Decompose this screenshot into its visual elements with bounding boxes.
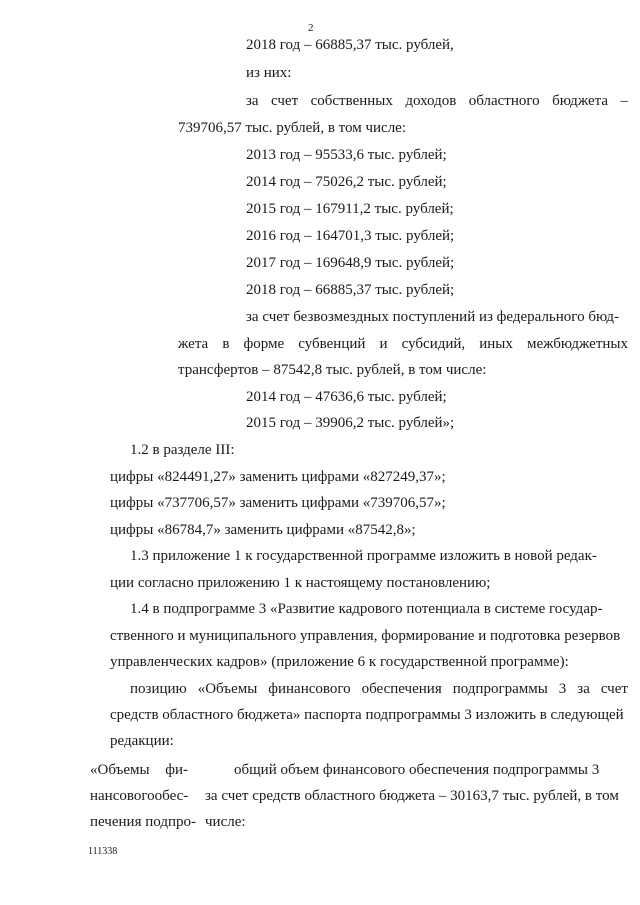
text-line: 2017 год – 169648,9 тыс. рублей; [246, 255, 455, 271]
word: обес- [154, 788, 189, 804]
word: счет [271, 93, 299, 109]
text-line-justified [178, 335, 628, 353]
text-line-justified [130, 680, 628, 698]
footer-code: 111338 [88, 846, 118, 857]
word: – [620, 93, 628, 109]
text-line: 1.3 приложение 1 к государственной программе изложить в новой редак- [130, 548, 597, 564]
word: позицию [130, 681, 187, 697]
text-line: цифры «824491,27» заменить цифрами «827249,37»; [110, 469, 446, 485]
word: 3 [558, 681, 567, 697]
text-line: управленческих кадров» (приложение 6 к государственной программе): [110, 654, 569, 670]
text-line: 2018 год – 66885,37 тыс. рублей, [246, 37, 454, 53]
word: за [246, 93, 259, 109]
word: «Объемы [90, 762, 150, 778]
text-line: трансфертов – 87542,8 тыс. рублей, в том числе: [178, 362, 487, 378]
table-right-cell-line: числе: [205, 814, 246, 830]
text-line: цифры «86784,7» заменить цифрами «87542,8»; [110, 522, 416, 538]
table-left-cell-line [90, 761, 188, 779]
table-right-cell-line: общий объем финансового обеспечения подпрограммы 3 [234, 762, 600, 778]
text-line: редакции: [110, 733, 174, 749]
section-heading: 1.2 в разделе III: [130, 442, 235, 458]
text-line: 2015 год – 39906,2 тыс. рублей»; [246, 415, 455, 431]
word: иных [479, 336, 513, 352]
text-line-justified [246, 92, 628, 110]
text-line: 2018 год – 66885,37 тыс. рублей; [246, 282, 455, 298]
word: межбюджетных [526, 336, 628, 352]
word: подпрограммы [452, 681, 548, 697]
text-line: 2014 год – 75026,2 тыс. рублей; [246, 174, 447, 190]
text-line: 2014 год – 47636,6 тыс. рублей; [246, 389, 447, 405]
word: обеспечения [361, 681, 442, 697]
text-line: средств областного бюджета» паспорта подпрограммы 3 изложить в следующей [110, 707, 624, 723]
word: «Объемы [197, 681, 258, 697]
text-line: 739706,57 тыс. рублей, в том числе: [178, 120, 407, 136]
text-line: ственного и муниципального управления, формирование и подготовка резервов [110, 628, 621, 644]
page-number: 2 [308, 22, 314, 34]
word: субвенций [298, 336, 366, 352]
text-line: 2015 год – 167911,2 тыс. рублей; [246, 201, 454, 217]
table-left-cell-line [90, 787, 188, 805]
table-right-cell-line: за счет средств областного бюджета – 30163,7 тыс. рублей, в том [205, 788, 619, 804]
text-line: 2013 год – 95533,6 тыс. рублей; [246, 147, 447, 163]
text-line: из них: [246, 65, 292, 81]
text-line: цифры «737706,57» заменить цифрами «739706,57»; [110, 495, 446, 511]
word: в [222, 336, 230, 352]
word: и [379, 336, 388, 352]
table-left-cell-line: печения подпро- [90, 814, 196, 830]
text-line: 2016 год – 164701,3 тыс. рублей; [246, 228, 455, 244]
word: финансового [268, 681, 351, 697]
word: бюджета [552, 93, 609, 109]
word: доходов [405, 93, 457, 109]
word: форме [243, 336, 285, 352]
word: собственных [310, 93, 393, 109]
word: за [577, 681, 590, 697]
word: субсидий, [401, 336, 466, 352]
word: жета [178, 336, 209, 352]
word: счет [600, 681, 628, 697]
text-line: за счет безвозмездных поступлений из федерального бюд- [246, 309, 620, 325]
word: областного [468, 93, 540, 109]
text-line: ции согласно приложению 1 к настоящему постановлению; [110, 575, 491, 591]
text-line: 1.4 в подпрограмме 3 «Развитие кадрового потенциала в системе государ- [130, 601, 603, 617]
word: нансового [90, 788, 155, 804]
word: фи- [165, 762, 188, 778]
